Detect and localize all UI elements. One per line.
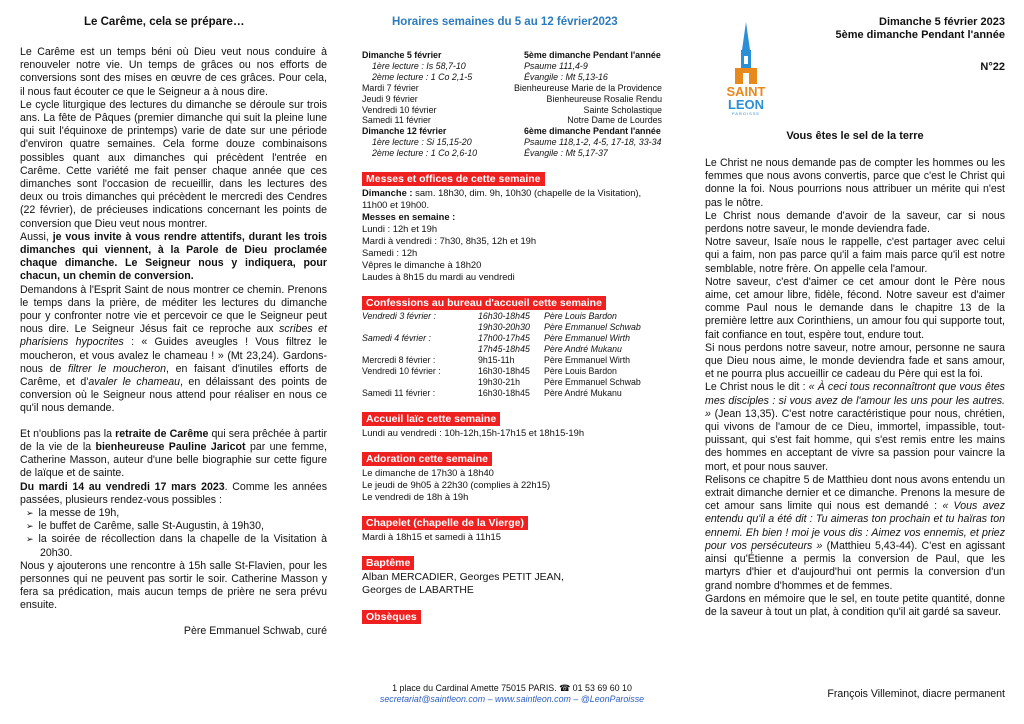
- issue-liturgical-week: 5ème dimanche Pendant l'année: [835, 29, 1005, 41]
- confession-day: Vendredi 3 février :: [362, 311, 436, 322]
- label: Dimanche :: [362, 187, 413, 199]
- confessions-table: [362, 311, 662, 399]
- text-run: (Matthieu 5,43-44). C'est en agissant ainsi qu'Étienne a permis la conversion de Paul, que les martyrs d'hier et d'aujourd'hui ont permis la conversion d'un grand nombre d'hommes et de femmes.: [705, 539, 1005, 592]
- list-item: ➢ la soirée de récollection dans la chapelle de la Visitation à 20h30.: [40, 533, 327, 559]
- homily-paragraph: Si nous perdons notre saveur, notre amour, personne ne saura que Dieu nous aime, le monde deviendra fade et sans amour, et ne pourra plus accueillir ce cadeau du Père qui est la foi.: [705, 341, 1005, 381]
- logo-text-leon: LEON: [727, 97, 765, 112]
- adoration-line: Le dimanche de 17h30 à 18h40: [362, 467, 494, 479]
- confession-priest: Père Louis Bardon: [544, 366, 617, 377]
- list-item: ➢ la messe de 19h,: [40, 507, 327, 520]
- schedule-reading: 1ère lecture : Si 15,15-20: [372, 137, 472, 148]
- quote-text: « À ceci tous reconnaîtront que vous êtes mes disciples : si vous avez de l'amour les uns pour les autres. »: [705, 381, 1005, 420]
- section-heading: Confessions au bureau d'accueil cette semaine: [362, 296, 606, 310]
- schedule-row: [362, 115, 662, 126]
- schedule-feast: Sainte Scholastique: [583, 104, 662, 115]
- section-heading: Adoration cette semaine: [362, 452, 492, 466]
- section-heading: Baptême: [362, 556, 414, 570]
- editorial-paragraph: [20, 284, 327, 416]
- adoration-section: [362, 449, 662, 503]
- confession-priest: Père André Mukanu: [544, 388, 622, 399]
- confession-row: [362, 377, 662, 388]
- schedule-feast: 5ème dimanche Pendant l'année: [524, 50, 661, 60]
- masses-line: Lundi : 12h et 19h: [362, 223, 438, 235]
- homily-paragraph: [705, 474, 1005, 593]
- text-run: par une femme, Catherine Masson, auteur d'une belle biographie sur cette figure de laïque et de sainte.: [20, 440, 328, 480]
- schedule-reading: Évangile : Mt 5,17-37: [524, 148, 608, 159]
- emphasis-text: Du mardi 14 au vendredi 17 mars 2023: [20, 480, 225, 493]
- homily-paragraph: Le Christ nous demande d'avoir de la saveur, car si nous perdons notre saveur, le monde deviendra fade.: [705, 209, 1005, 236]
- section-body: Mardi à 18h15 et samedi à 11h15: [362, 531, 501, 543]
- schedule-day: Dimanche 5 février: [362, 50, 442, 60]
- schedule-reading: Évangile : Mt 5,13-16: [524, 71, 608, 82]
- schedule-reading: Psaume 118,1-2, 4-5, 17-18, 33-34: [524, 137, 662, 148]
- confession-time: 17h45-18h45: [478, 344, 530, 355]
- confession-priest: Père Emmanuel Wirth: [544, 355, 631, 366]
- homily-paragraph: [705, 381, 1005, 473]
- logo-text-paroisse: PAROISSE: [731, 111, 761, 116]
- value: sam. 18h30, dim. 9h, 10h30 (chapelle de la Visitation), 11h00 et 19h00.: [362, 187, 642, 211]
- schedule-day: Mardi 7 février: [362, 82, 419, 93]
- confession-time: 17h00-17h45: [478, 333, 530, 344]
- confession-day: Mercredi 8 février :: [362, 355, 436, 366]
- section-heading: Messes et offices de cette semaine: [362, 172, 545, 186]
- text-run: qui sera prêchée à partir de la vie de la: [20, 427, 327, 453]
- confession-time: 19h30-21h: [478, 377, 521, 388]
- issue-date: Dimanche 5 février 2023: [879, 16, 1005, 28]
- schedule-day: Jeudi 9 février: [362, 93, 418, 104]
- baptism-section: [362, 553, 662, 597]
- adoration-line: Le vendredi de 18h à 19h: [362, 491, 469, 503]
- schedule-row: [362, 61, 662, 72]
- confessions-section: [362, 293, 662, 399]
- section-body: [362, 187, 662, 283]
- confession-row: [362, 311, 662, 322]
- schedule-feast: 6ème dimanche Pendant l'année: [524, 126, 661, 137]
- weekday-masses-label: Messes en semaine :: [362, 211, 456, 223]
- schedule-row: [362, 50, 662, 61]
- schedule-row: [362, 72, 662, 83]
- baptism-names: Alban MERCADIER, Georges PETIT JEAN, Georges de LABARTHE: [362, 572, 564, 597]
- confession-priest: Père André Mukanu: [544, 344, 622, 355]
- editorial-paragraph: Le Carême est un temps béni où Dieu veut nous conduire à renouveler notre vie. Un temps de grâces ou nos efforts de conversions sont des mises en œuvre de ces grâces. Pour cela, il nous faut écouter ce que le Seigneur a à nous dire.: [20, 46, 327, 98]
- schedule-reading: Psaume 111,4-9: [524, 60, 588, 71]
- confession-day: Vendredi 10 février :: [362, 366, 441, 377]
- editorial-paragraph: [20, 231, 327, 284]
- homily-paragraph: Le Christ ne nous demande pas de compter les hommes ou les femmes que nous avons convertis, parce que c'est le Christ qui donne la foi. Nous pourrions nous attribuer un mérite qui n'est pas le nôtre.: [705, 157, 1005, 209]
- section-body: Lundi au vendredi : 10h-12h,15h-17h15 et 18h15-19h: [362, 427, 585, 439]
- text-run: . Comme les années passées, plusieurs rendez-vous possibles :: [20, 480, 327, 506]
- parish-address: 1 place du Cardinal Amette 75015 PARIS. ☎ 01 53 69 60 10: [392, 683, 632, 693]
- confession-priest: Père Emmanuel Schwab: [544, 322, 641, 333]
- schedule-day: Dimanche 12 février: [362, 126, 447, 137]
- schedule-row: [362, 83, 662, 94]
- editorial-paragraph: Le cycle liturgique des lectures du dimanche se déroule sur trois ans. La fête de Pâques (premier dimanche qui suit la pleine lune qui suit l'équinoxe de printemps) varie de date sur une période d'environ quatre semaines. Cela forme douze combinaisons possibles quant aux dimanches qui précèdent l'entrée en Carême. Cette variété me fait penser chaque année que ces dimanches sont l'occasion de recueillir, dans les lectures des deux ou trois dimanches qui précèdent le mercredi des Cendres (22 février), de précieuses indications concernant les points de conversion que Dieu veut nous montrer.: [20, 98, 327, 230]
- schedule-feast: Bienheureuse Rosalie Rendu: [546, 93, 662, 104]
- emphasis-text: je vous invite à vous rendre attentifs, durant les trois dimanches qui viennent, à la Parole de Dieu proclamée chaque dimanche. Le Seigneur nous y indiquera, pour chacun, un chemin de conversion.: [20, 230, 327, 283]
- schedule-day: Vendredi 10 février: [362, 104, 437, 115]
- confession-priest: Père Emmanuel Schwab: [544, 377, 641, 388]
- text-run: Et n'oublions pas la: [20, 427, 116, 440]
- right-column: [705, 0, 1005, 724]
- issue-header: [835, 16, 1005, 42]
- section-heading: Accueil laïc cette semaine: [362, 412, 500, 426]
- confession-row: [362, 388, 662, 399]
- section-body: [362, 467, 662, 503]
- parish-contact-links[interactable]: secretariat@saintleon.com – www.saintleon.com – @LeonParoisse: [379, 694, 645, 704]
- issue-number: N°22: [980, 61, 1005, 73]
- text-run: Relisons ce chapitre 5 de Matthieu dont nous avons entendu un extrait dimanche dernier et ce dimanche. Prenons la mesure de cet amour sans limite qui nous est demandé :: [705, 473, 1005, 513]
- adoration-line: Le jeudi de 9h05 à 22h30 (complies à 22h15): [362, 479, 551, 491]
- schedule-row: [362, 94, 662, 105]
- text-run: : « Guides aveugles ! Vous filtrez le moucheron, et vous avalez le chameau ! » (Mt 23,24). Gardons-nous de: [20, 336, 327, 375]
- emphasis-text: bienheureuse Pauline Jaricot: [95, 440, 246, 453]
- schedule-feast: Bienheureuse Marie de la Providence: [513, 82, 662, 93]
- text-run: Le Christ nous le dit :: [705, 381, 809, 394]
- editorial-paragraph: Nous y ajouterons une rencontre à 15h salle St-Flavien, pour les personnes qui ne peuvent pas sortir le soir. Catherine Masson y fera sa prédication, mais aucun temps de prière ne sera prévu ensuite.: [20, 559, 327, 612]
- homily-body: [705, 157, 1005, 619]
- parish-footer: [362, 683, 662, 705]
- schedule-row: [362, 126, 662, 137]
- homily-paragraph: Notre saveur, c'est d'aimer ce cet amour dont le Père nous aime, cet amour libre, fidèle, fécond. Notre saveur est d'aimer comme Paul nous le demande dans le chapitre 13 de la première lettre aux Corinthiens, un amour fou qui supporte tout, fait confiance en tout, espère tout, endure tout.: [705, 275, 1005, 341]
- homily-paragraph: Notre saveur, Isaïe nous le rappelle, c'est partager avec celui qui a faim, non pas parce qu'il a faim mais parce qu'il est notre semblable, notre frère. On appelle cela l'amour.: [705, 236, 1005, 275]
- left-column: [20, 0, 327, 638]
- editorial-signature: Père Emmanuel Schwab, curé: [183, 624, 327, 637]
- text-run: , en faisant d'inutiles efforts de Carême, et d': [20, 362, 327, 389]
- middle-column: [362, 0, 662, 704]
- funerals-section: [362, 607, 662, 625]
- schedule-row: [362, 137, 662, 148]
- section-heading: Obsèques: [362, 610, 421, 624]
- homily-paragraph: Gardons en mémoire que le sel, en toute petite quantité, donne de la saveur à tout un plat, à condition qu'il ait gardé sa saveur.: [705, 592, 1005, 618]
- confession-row: [362, 333, 662, 344]
- masses-line: Laudes à 8h15 du mardi au vendredi: [362, 271, 515, 283]
- confession-day: [362, 344, 478, 355]
- confession-time: 16h30-18h45: [478, 388, 530, 399]
- schedule-reading: 2ème lecture : 1 Co 2,1-5: [372, 71, 473, 82]
- confession-time: 16h30-18h45: [478, 366, 530, 377]
- schedule-reading: 1ère lecture : Is 58,7-10: [372, 60, 466, 71]
- section-heading: Chapelet (chapelle de la Vierge): [362, 516, 528, 530]
- text-run: Demandons à l'Esprit Saint de nous montrer ce chemin. Prenons le temps dans la prière, de méditer les lectures du dimanche pour y confronter notre vie et percevoir ce que le Seigneur peut nous dire. Le Seigneur Jésus fait ce reproche aux: [20, 283, 327, 336]
- confession-day: Samedi 4 février :: [362, 333, 431, 344]
- sunday-masses: [362, 187, 662, 211]
- quote-text: « Vous avez entendu qu'il a été dit : Tu aimeras ton prochain et tu haïras ton ennemi. Eh bien ! moi je vous dis : Aimez vos ennemis, et priez pour vos persécuteurs »: [705, 500, 1005, 552]
- confession-day: Samedi 11 février :: [362, 388, 436, 399]
- rosary-section: [362, 513, 662, 543]
- parish-logo-icon: [715, 20, 777, 116]
- text-run: Aussi,: [20, 230, 53, 243]
- confession-time: 9h15-11h: [478, 355, 515, 366]
- schedule-row: [362, 105, 662, 116]
- schedule-feast: Notre Dame de Lourdes: [567, 115, 662, 126]
- italic-text: filtrer le moucheron: [68, 362, 167, 375]
- masses-section: [362, 169, 662, 283]
- italic-text: avaler le chameau: [88, 376, 180, 389]
- reception-section: [362, 409, 662, 439]
- confession-day: [362, 377, 478, 388]
- emphasis-text: retraite de Carême: [115, 427, 209, 440]
- confession-row: [362, 322, 662, 333]
- liturgical-schedule: [362, 50, 662, 159]
- confession-row: [362, 366, 662, 377]
- homily-title: Vous êtes le sel de la terre: [786, 130, 924, 142]
- confession-time: 19h30-20h30: [478, 322, 530, 333]
- logo-text-saint: SAINT: [726, 84, 766, 99]
- schedule-reading: 2ème lecture : 1 Co 2,6-10: [372, 148, 478, 159]
- list-item: ➢ le buffet de Carême, salle St-Augustin, à 19h30,: [40, 520, 327, 533]
- confession-time: 16h30-18h45: [478, 311, 530, 322]
- masses-line: Samedi : 12h: [362, 247, 418, 259]
- editorial-title: Le Carême, cela se prépare…: [84, 16, 245, 28]
- confession-row: [362, 355, 662, 366]
- retreat-list: [20, 507, 327, 560]
- masses-line: Vêpres le dimanche à 18h20: [362, 259, 482, 271]
- schedule-title: Horaires semaines du 5 au 12 février2023: [392, 16, 618, 28]
- homily-signature: François Villeminot, diacre permanent: [827, 688, 1005, 700]
- masses-line: Mardi à vendredi : 7h30, 8h35, 12h et 19h: [362, 235, 537, 247]
- confession-day: [362, 322, 478, 333]
- italic-text: scribes et pharisiens hypocrites: [20, 323, 327, 349]
- schedule-row: [362, 148, 662, 159]
- text-run: (Jean 13,35). C'est notre caractéristique pour nous, chrétien, qui vivons de l'amour de ce Dieu, immortel, impassible, tout-puissant, qui s'est fait homme, qui s'est remis entre les mains des hommes en acceptant de vivre sa passion pour vaincre la mort, et pour nous sauver.: [705, 407, 1005, 473]
- retreat-dates-paragraph: [20, 481, 327, 507]
- confession-priest: Père Emmanuel Wirth: [544, 333, 630, 344]
- confession-row: [362, 344, 662, 355]
- editorial-body: [20, 46, 327, 638]
- schedule-day: Samedi 11 février: [362, 115, 431, 126]
- text-run: , en délaissant des points de conversion où le Seigneur nous attend pour réaliser en nous ce qu'il nous demande.: [20, 376, 327, 415]
- confession-priest: Père Louis Bardon: [544, 311, 617, 322]
- retreat-paragraph: [20, 428, 327, 481]
